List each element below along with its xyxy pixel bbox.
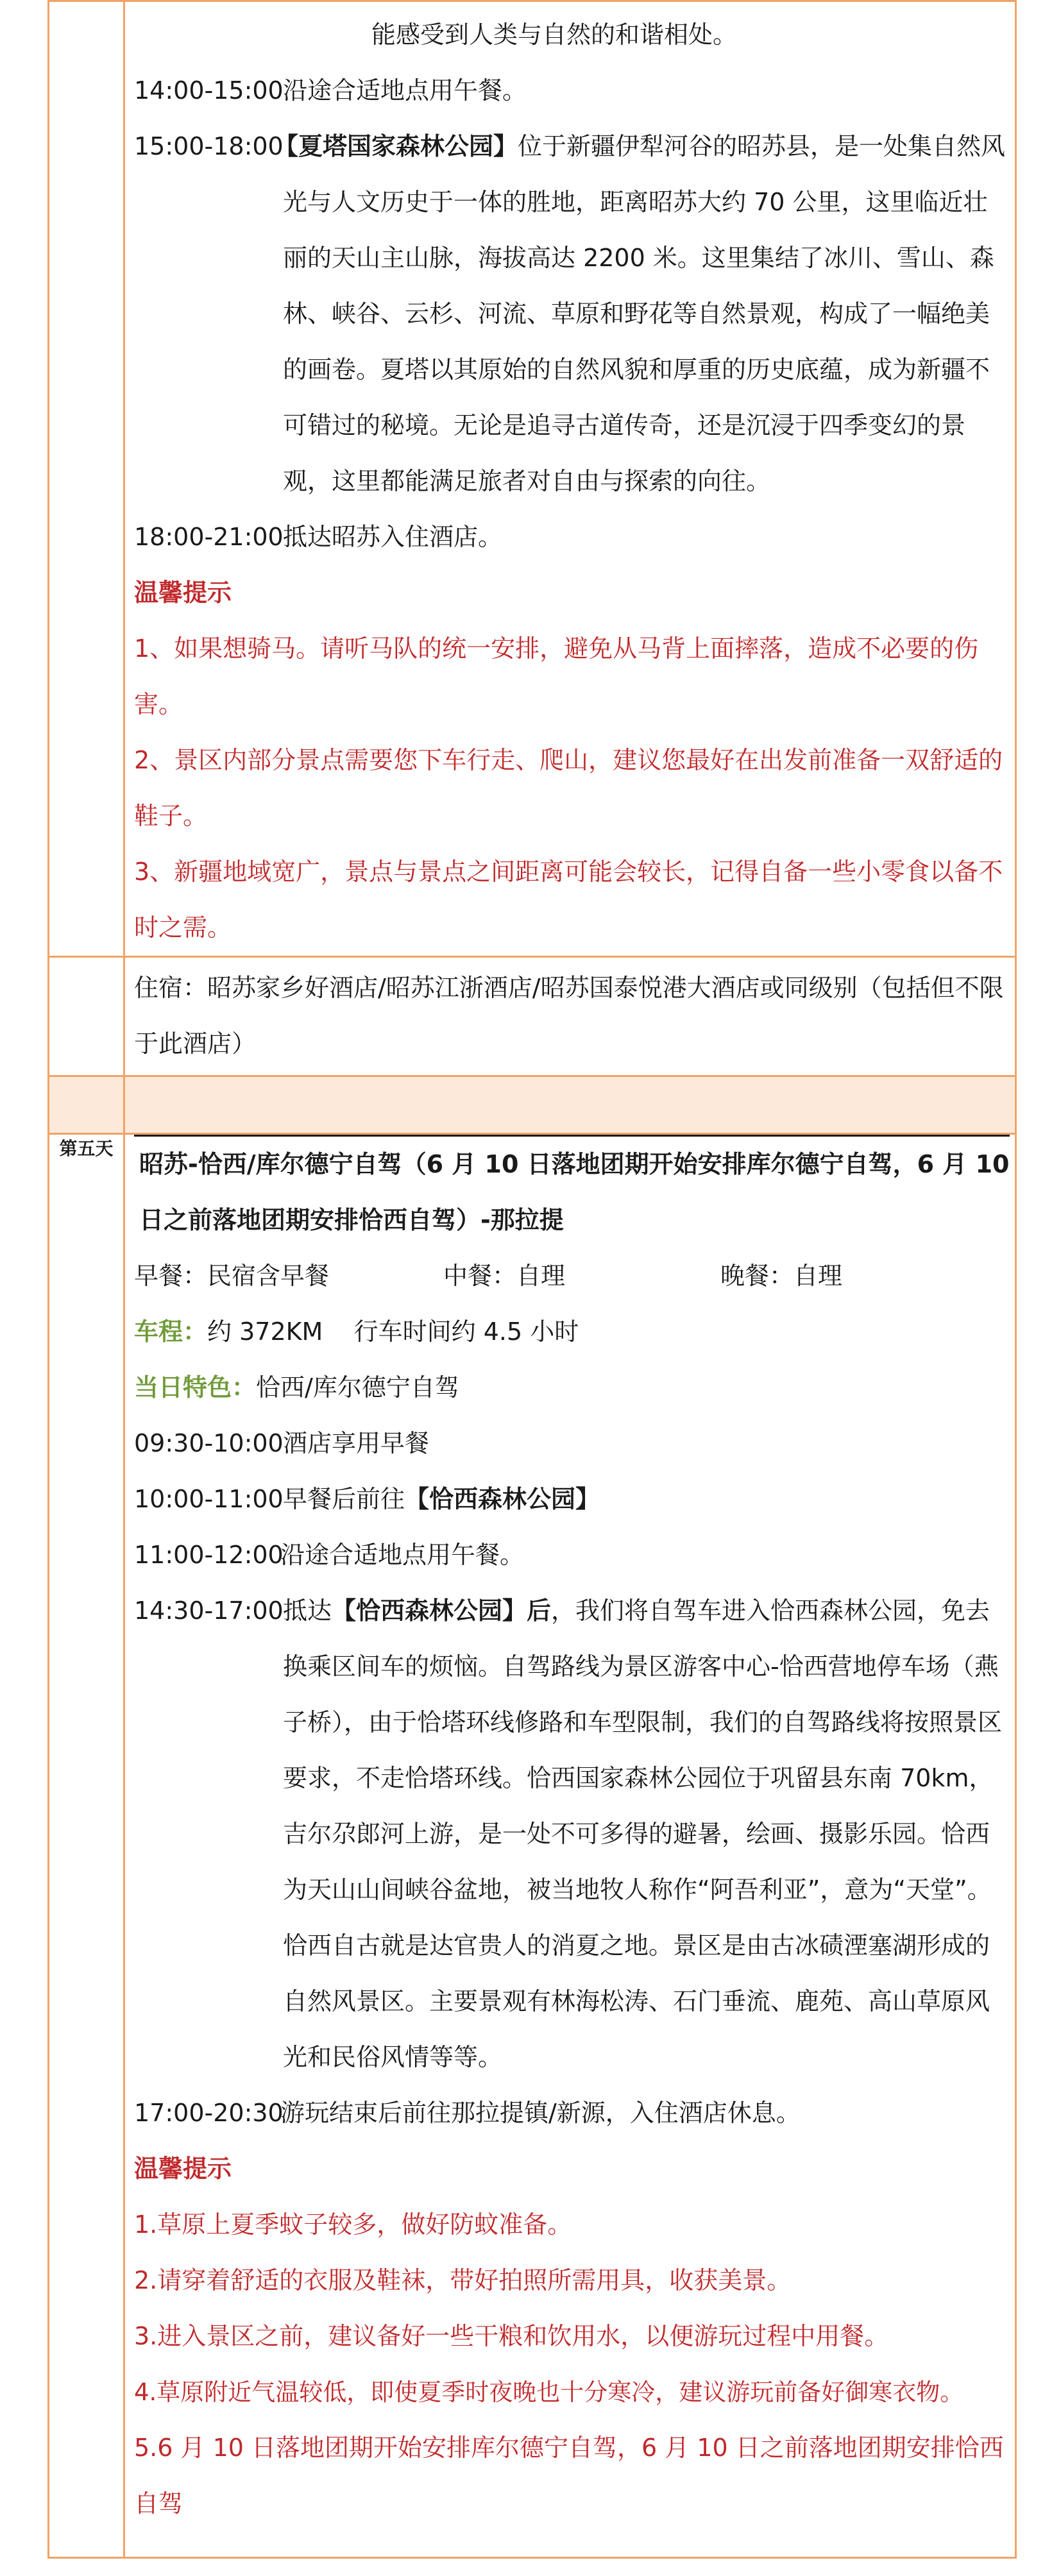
schedule-text: 早餐后前往: [283, 1485, 405, 1513]
day5-title: 昭苏-恰西/库尔德宁自驾（6 月 10 日落地团期开始安排库尔德宁自驾，6 月 10 日之前落地团期安排恰西自驾）-那拉提: [139, 1150, 1010, 1234]
day5-tip-1: 1.草原上夏季蚊子较多，做好防蚊准备。: [134, 2210, 572, 2239]
schedule-prefix: 抵达: [283, 1597, 332, 1625]
day5-schedule-3: [134, 1527, 1010, 1583]
day5-tip-4: 4.草原附近气温较低，即使夏季时夜晚也十分寒冷，建议游玩前备好御寒衣物。: [134, 2378, 964, 2406]
schedule-time: 18:00-21:00: [134, 523, 284, 551]
day5-feature: [134, 1360, 1010, 1416]
meal-lunch: 中餐：自理: [443, 1262, 566, 1290]
route-label: 车程：: [134, 1318, 208, 1346]
day5-tips-title: 温馨提示: [134, 2155, 232, 2183]
schedule-text: 抵达昭苏入住酒店。: [283, 523, 503, 551]
schedule-text: ，我们将自驾车进入恰西森林公园，免去换乘区间车的烦恼。自驾路线为景区游客中心-恰西营地停车场（燕子桥），由于恰塔环线修路和车型限制，我们的自驾路线将按照景区要求，不走恰塔环线。恰西国家森林公园位于巩留县东南 70km，吉尔尕郎河上游，是一处不可多得的避暑，绘画、摄影乐园。恰西为天山山间峡谷盆地，被当地牧人称作“阿吾利亚”，意为“天堂”。恰西自古就是达官贵人的消夏之地。景区是由古冰碛湮塞湖形成的自然风景区。主要景观有林海松涛、石门垂流、鹿苑、高山草原风光和民俗风情等等。: [283, 1597, 1003, 2071]
schedule-text: 游玩结束后前往那拉提镇/新源，入住酒店休息。: [280, 2099, 801, 2127]
day5-schedule-4: [134, 1583, 1010, 2085]
schedule-text: 位于新疆伊犁河谷的昭苏县，是一处集自然风光与人文历史于一体的胜地，距离昭苏大约 70 公里，这里临近壮丽的天山主山脉，海拔高达 2200 米。这里集结了冰川、雪山、森林、峡谷、云杉、河流、草原和野花等自然景观，构成了一幅绝美的画卷。夏塔以其原始的自然风貌和厚重的历史底蕴，成为新疆不可错过的秘境。无论是追寻古道传奇，还是沉浸于四季变幻的景观，这里都能满足旅者对自由与探索的向往。: [283, 132, 1006, 495]
route-text: 约 372KM 行车时间约 4.5 小时: [207, 1318, 579, 1346]
schedule-time: 14:00-15:00: [134, 76, 284, 105]
day5-route: [134, 1304, 1010, 1360]
scenic-spot-name: 【恰西森林公园】: [405, 1485, 600, 1513]
schedule-time: 09:30-10:00: [134, 1429, 284, 1457]
day4-tip-2: 2、景区内部分景点需要您下车行走、爬山，建议您最好在出发前准备一双舒适的鞋子。: [134, 746, 1003, 830]
schedule-text: 沿途合适地点用午餐。: [280, 1541, 525, 1569]
schedule-time: 11:00-12:00: [134, 1541, 284, 1569]
schedule-text: 沿途合适地点用午餐。: [283, 76, 527, 105]
scenic-spot-name: 【恰西森林公园】后: [332, 1597, 552, 1625]
day5-tip-2: 2.请穿着舒适的衣服及鞋袜，带好拍照所需用具，收获美景。: [134, 2266, 792, 2294]
schedule-time: 10:00-11:00: [134, 1485, 284, 1513]
day5-tip-5: 5.6 月 10 日落地团期开始安排库尔德宁自驾，6 月 10 日之前落地团期安排恰西自驾: [134, 2434, 1004, 2518]
schedule-time: 14:30-17:00: [134, 1597, 284, 1625]
schedule-time: 15:00-18:00: [134, 132, 284, 160]
day4-schedule-3: [134, 509, 1010, 565]
day4-schedule-2: [134, 119, 1010, 509]
day5-label: 第五天: [49, 1134, 124, 2558]
meal-breakfast: 早餐：民宿含早餐: [134, 1262, 330, 1290]
day4-hotel-cell: [124, 957, 1016, 1076]
day5-meals: [134, 1248, 1010, 1304]
day-separator-row: [49, 1076, 1016, 1134]
day5-content: [124, 1134, 1016, 2558]
day4-schedule-1: [134, 63, 1010, 119]
itinerary-table: [47, 0, 1017, 2559]
day4-lead-in: 能感受到人类与自然的和谐相处。: [371, 21, 738, 49]
day4-content: [124, 1, 1016, 957]
day4-tip-3: 3、新疆地域宽广，景点与景点之间距离可能会较长，记得自备一些小零食以备不时之需。: [134, 858, 1003, 942]
day5-schedule-5: [134, 2085, 1010, 2141]
feature-text: 恰西/库尔德宁自驾: [256, 1373, 459, 1402]
day4-tips-title: 温馨提示: [134, 579, 232, 607]
day5-schedule-1: [134, 1416, 1010, 1471]
schedule-text: 酒店享用早餐: [283, 1429, 430, 1457]
day4-hotel: 住宿：昭苏家乡好酒店/昭苏江浙酒店/昭苏国泰悦港大酒店或同级别（包括但不限于此酒店）: [134, 974, 1004, 1058]
schedule-time: 17:00-20:30: [134, 2099, 284, 2127]
day5-tip-3: 3.进入景区之前，建议备好一些干粮和饮用水，以便游玩过程中用餐。: [134, 2322, 889, 2350]
day-label-cell: [49, 1, 124, 957]
meal-dinner: 晚餐：自理: [720, 1262, 843, 1290]
day4-tip-1: 1、如果想骑马。请听马队的统一安排，避免从马背上面摔落，造成不必要的伤害。: [134, 634, 979, 718]
scenic-spot-name: 【夏塔国家森林公园】: [274, 132, 518, 160]
day5-schedule-2: [134, 1471, 1010, 1527]
day-label-cell: [49, 957, 124, 1076]
feature-label: 当日特色：: [134, 1373, 257, 1402]
